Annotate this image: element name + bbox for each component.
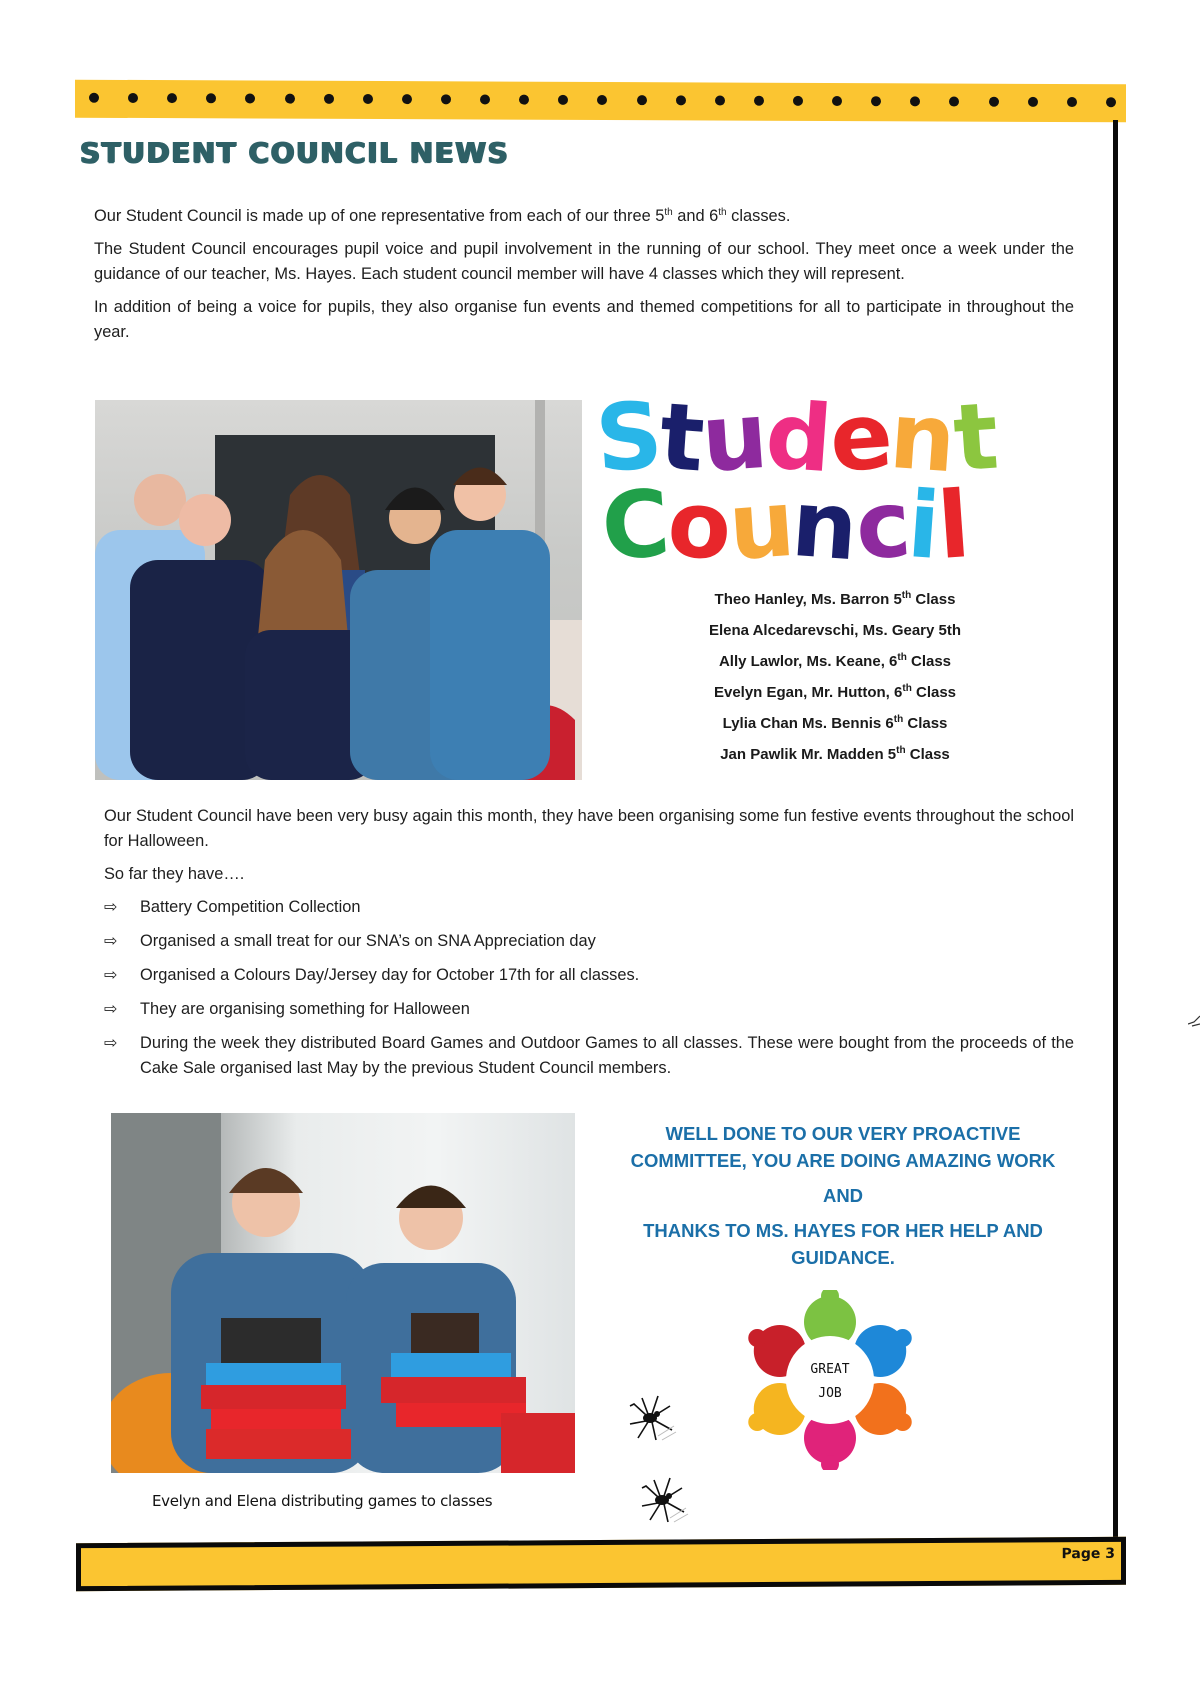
- band-dot: [597, 95, 607, 105]
- praise-line-3: THANKS TO MS. HAYES FOR HER HELP AND GUIDANCE.: [643, 1220, 1043, 1268]
- games-photo-caption: Evelyn and Elena distributing games to classes: [152, 1492, 493, 1510]
- praise-line-1: WELL DONE TO OUR VERY PROACTIVE COMMITTEE, YOU ARE DOING AMAZING WORK: [630, 1123, 1056, 1171]
- band-dot: [1028, 97, 1038, 107]
- page-number: Page 3: [1061, 1545, 1115, 1563]
- praise-message: [612, 1120, 1074, 1279]
- intro-paragraph-3: In addition of being a voice for pupils, they also organise fun events and themed competitions for all to participate in throughout the year.: [94, 298, 1074, 341]
- logo-letter: o: [663, 469, 733, 582]
- council-member: Lylia Chan Ms. Bennis 6th Class: [722, 714, 948, 732]
- activity-item: ⇨ Organised a small treat for our SNA’s on SNA Appreciation day: [104, 929, 1074, 954]
- council-member: Ally Lawlor, Ms. Keane, 6th Class: [718, 652, 952, 670]
- news-paragraph-1: Our Student Council have been very busy again this month, they have been organising some fun festive events throughout the school for Halloween.: [104, 807, 1074, 850]
- band-dot: [519, 95, 529, 105]
- band-dot: [245, 93, 255, 103]
- news-paragraph-2: So far they have….: [104, 865, 245, 883]
- spider-leg-fragment-icon: [1188, 1012, 1200, 1032]
- council-group-photo: [95, 400, 582, 780]
- band-dot: [363, 94, 373, 104]
- top-decorative-band: [75, 80, 1126, 123]
- band-dot: [285, 94, 295, 104]
- double-arrow-icon: ⇨: [104, 933, 118, 950]
- double-arrow-icon: ⇨: [104, 1035, 118, 1052]
- badge-line-1: GREAT: [810, 1362, 850, 1377]
- news-section: [104, 804, 1074, 1090]
- logo-line-student: [592, 381, 1086, 494]
- intro-paragraph-1: Our Student Council is made up of one representative from each of our three 5th and 6th classes.: [94, 207, 791, 225]
- logo-letter: e: [825, 382, 894, 493]
- activity-item: ⇨ They are organising something for Halloween: [104, 997, 1074, 1022]
- band-dot: [871, 96, 881, 106]
- page-title: STUDENT COUNCIL NEWS: [80, 136, 510, 169]
- logo-letter: t: [949, 382, 1000, 493]
- logo-letter: l: [934, 471, 972, 580]
- logo-letter: S: [592, 381, 664, 494]
- band-dot: [206, 93, 216, 103]
- band-dot: [989, 97, 999, 107]
- bottom-decorative-band: [76, 1537, 1126, 1591]
- band-dot: [754, 96, 764, 106]
- band-dot: [167, 93, 177, 103]
- logo-letter: d: [762, 381, 834, 494]
- intro-paragraph-2: The Student Council encourages pupil voice and pupil involvement in the running of our school. They meet once a week under the guidance of our teacher, Ms. Hayes. Each student council member will have 4 classes which they will represent.: [94, 240, 1074, 283]
- intro-section: [94, 204, 1074, 353]
- band-dot: [1106, 97, 1116, 107]
- games-distribution-photo: [111, 1113, 575, 1473]
- logo-letter: t: [656, 382, 706, 493]
- band-dot: [128, 93, 138, 103]
- council-member: Evelyn Egan, Mr. Hutton, 6th Class: [713, 683, 957, 701]
- activity-item: ⇨ During the week they distributed Board Games and Outdoor Games to all classes. These were bought from the proceeds of the Cake Sale organised last May by the previous Student Council members.: [104, 1031, 1074, 1081]
- logo-letter: n: [788, 469, 860, 582]
- band-dots: [89, 93, 1116, 109]
- council-member: Theo Hanley, Ms. Barron 5th Class: [714, 590, 956, 608]
- band-dot: [89, 93, 99, 103]
- great-job-badge: [740, 1290, 920, 1470]
- games-photo-illustration: [111, 1113, 575, 1473]
- band-dot: [715, 95, 725, 105]
- band-dot: [558, 95, 568, 105]
- praise-line-2: AND: [822, 1185, 864, 1206]
- band-dot: [949, 97, 959, 107]
- spider-icon: [636, 1474, 690, 1528]
- badge-line-2: JOB: [818, 1386, 842, 1401]
- band-dot: [910, 96, 920, 106]
- logo-letter: c: [852, 470, 912, 581]
- logo-letter: C: [598, 469, 672, 582]
- council-member: Jan Pawlik Mr. Madden 5th Class: [720, 745, 950, 763]
- band-dot: [480, 94, 490, 104]
- double-arrow-icon: ⇨: [104, 1001, 118, 1018]
- logo-letter: u: [725, 469, 796, 582]
- activities-list: [104, 895, 1074, 1081]
- band-dot: [324, 94, 334, 104]
- council-photo-illustration: [95, 400, 582, 780]
- council-members-list: [640, 588, 1030, 774]
- logo-letter: i: [904, 471, 942, 580]
- page-border-right: [1113, 120, 1118, 1538]
- council-member: Elena Alcedarevschi, Ms. Geary 5th: [708, 622, 962, 639]
- band-dot: [832, 96, 842, 106]
- band-dot: [1067, 97, 1077, 107]
- spider-icon: [624, 1392, 678, 1446]
- band-dot: [676, 95, 686, 105]
- logo-letter: n: [886, 381, 958, 494]
- logo-letter: u: [698, 381, 770, 494]
- double-arrow-icon: ⇨: [104, 967, 118, 984]
- student-council-logo: [592, 381, 1086, 582]
- double-arrow-icon: ⇨: [104, 899, 118, 916]
- band-dot: [402, 94, 412, 104]
- activity-item: ⇨ Battery Competition Collection: [104, 895, 1074, 920]
- logo-line-council: [598, 469, 1086, 582]
- activity-item: ⇨ Organised a Colours Day/Jersey day for October 17th for all classes.: [104, 963, 1074, 988]
- band-dot: [441, 94, 451, 104]
- band-dot: [793, 96, 803, 106]
- band-dot: [637, 95, 647, 105]
